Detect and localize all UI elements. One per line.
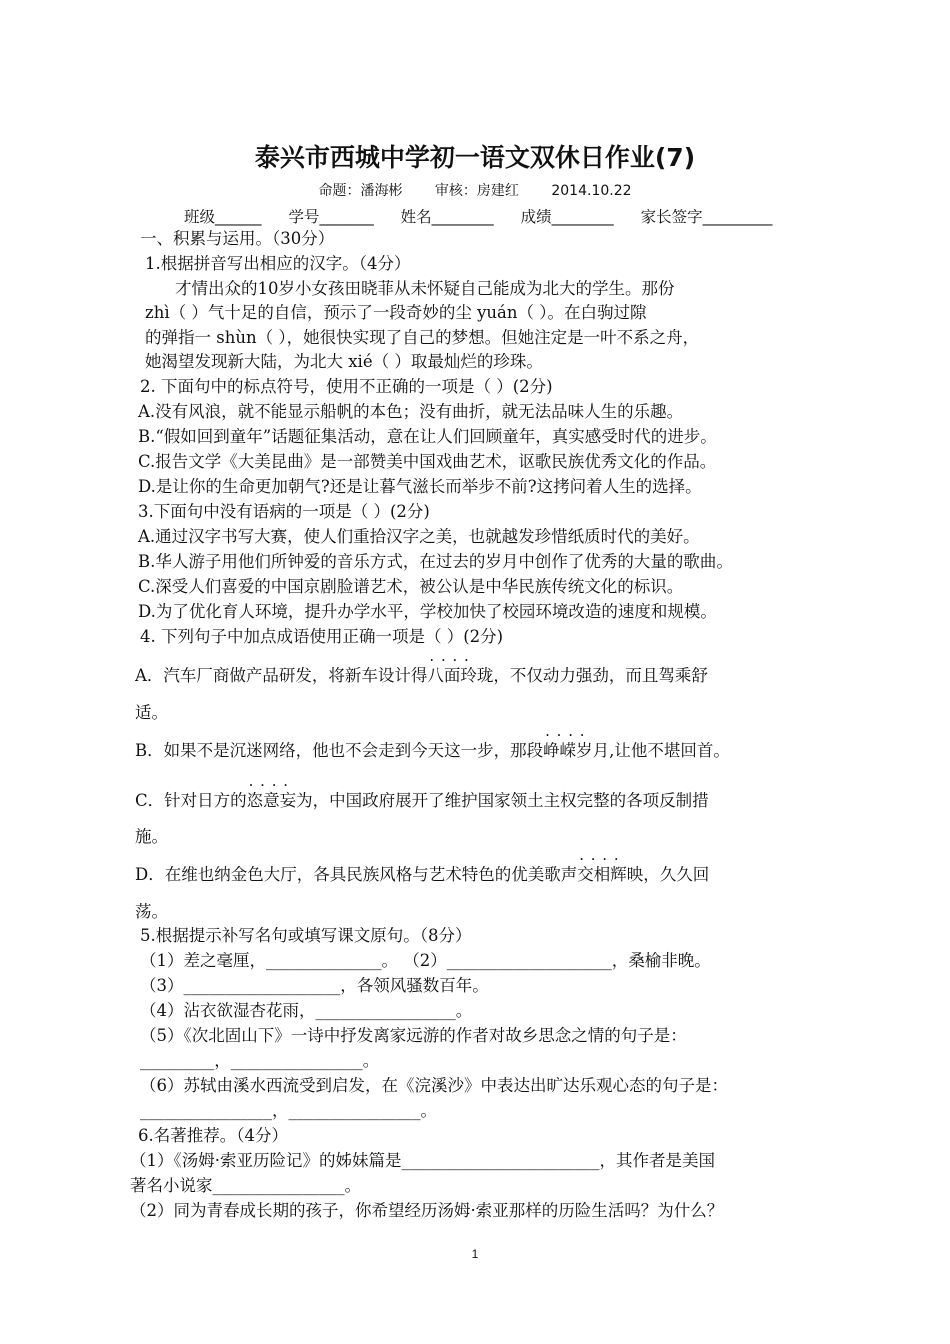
- q6-line[interactable]: （1）《汤姆·索亚历险记》的姊妹篇是________________________，其作者是美国: [130, 1151, 715, 1170]
- document-meta: [0, 180, 950, 200]
- q4-option-b: B．如果不是沉迷网络，他也不会走到今天这一步，那段· · 峥嵘岁月,让他不堪回首。: [135, 740, 730, 762]
- q5-line[interactable]: ________________，________________。: [140, 1101, 437, 1120]
- q2-option-d: D.是让你的生命更加朝气?还是让暮气滋长而举步不前?这拷问着人生的选择。: [138, 477, 702, 496]
- q5-line: （6）苏轼由溪水西流受到启发，在《浣溪沙》中表达出旷达乐观心态的句子是：: [140, 1076, 728, 1095]
- student-info-row: [184, 205, 794, 227]
- q5-line: （5）《次北固山下》一诗中抒发离家远游的作者对故乡思念之情的句子是：: [140, 1026, 687, 1045]
- q1-stem: 1.根据拼音写出相应的汉字。（4分）: [145, 254, 411, 273]
- date: 2014.10.22: [551, 183, 632, 199]
- q2-option-b: B.“假如回到童年”话题征集活动，意在让人们回顾童年，真实感受时代的进步。: [138, 427, 717, 446]
- q1-line: zhì（ ）气十足的自信，预示了一段奇妙的尘 yuán（ ）。在白驹过隙: [145, 303, 647, 322]
- q3-option-c: C.深受人们喜爱的中国京剧脸谱艺术，被公认是中华民族传统文化的标识。: [138, 577, 684, 596]
- q3-stem: 3.下面句中没有语病的一项是（ ）(2分): [138, 502, 430, 521]
- q4-option-a-cont: 适。: [135, 703, 168, 722]
- info-score[interactable]: 成绩________: [520, 208, 614, 226]
- q3-option-d: D.为了优化育人环境，提升办学水平，学校加快了校园环境改造的速度和规模。: [138, 602, 717, 621]
- dotted-idiom: · · 峥嵘岁月: [543, 740, 609, 762]
- q4-option-a: A．汽车厂商做产品研发，将新车设计得· · 八面玲珑，不仅动力强劲，而且驾乘舒: [135, 665, 708, 687]
- q4-stem: 4. 下列句子中加点成语使用正确一项是（ ）(2分): [140, 627, 504, 646]
- info-name[interactable]: 姓名________: [400, 208, 494, 226]
- q2-option-c: C.报告文学《大美昆曲》是一部赞美中国戏曲艺术，讴歌民族优秀文化的作品。: [138, 452, 717, 471]
- dotted-idiom: · · 八面玲珑: [427, 665, 493, 687]
- q1-line: 才情出众的10岁小女孩田晓菲从未怀疑自己能成为北大的学生。那份: [175, 279, 675, 298]
- dotted-idiom: · · 交相辉映: [577, 864, 643, 886]
- q1-line: 的弹指一 shùn（ ），她很快实现了自己的梦想。但她注定是一叶不系之舟，: [145, 328, 700, 347]
- page-title: 泰兴市西城中学初一语文双休日作业(7): [254, 143, 696, 172]
- q4-option-d: D．在维也纳金色大厅，各具民族风格与艺术特色的优美歌声· · 交相辉映，久久回: [135, 864, 709, 886]
- q5-stem: 5.根据提示补写名句或填写课文原句。（8分）: [140, 926, 472, 945]
- q4-option-d-cont: 荡。: [135, 902, 168, 921]
- reviewer: 审核：房建红: [434, 183, 519, 199]
- q3-option-b: B.华人游子用他们所钟爱的音乐方式，在过去的岁月中创作了优秀的大量的歌曲。: [138, 552, 733, 571]
- q5-line[interactable]: _________，________________。: [140, 1051, 380, 1070]
- info-class[interactable]: 班级______: [184, 208, 262, 226]
- q4-option-c-cont: 施。: [135, 827, 168, 846]
- q6-line[interactable]: 著名小说家________________。: [130, 1176, 361, 1195]
- section-heading: 一、积累与运用。（30分）: [140, 229, 335, 248]
- q4-option-c: C．针对日方的· · 恣意妄为，中国政府展开了维护国家领土主权完整的各项反制措: [135, 790, 709, 812]
- q5-line[interactable]: （3）___________________，各领风骚数百年。: [140, 976, 489, 995]
- q2-stem: 2. 下面句中的标点符号，使用不正确的一项是（ ）(2分): [140, 377, 553, 396]
- q5-line[interactable]: （4）沾衣欲湿杏花雨，_________________。: [140, 1001, 473, 1020]
- dotted-idiom: · · 恣意妄为: [247, 790, 313, 812]
- author: 命题：潘海彬: [318, 183, 403, 199]
- info-student-id[interactable]: 学号_______: [288, 208, 374, 226]
- info-parent-signature[interactable]: 家长签字_________: [640, 208, 773, 226]
- q6-stem: 6.名著推荐。（4分）: [138, 1126, 288, 1145]
- q2-option-a: A.没有风浪，就不能显示船帆的本色；没有曲折，就无法品味人生的乐趣。: [138, 402, 684, 421]
- q3-option-a: A.通过汉字书写大赛，使人们重拾汉字之美，也就越发珍惜纸质时代的美好。: [138, 527, 700, 546]
- q5-line[interactable]: （1）差之毫厘，______________。 （2）____________________，桑榆非晚。: [140, 951, 711, 970]
- page-number: 1: [471, 1247, 479, 1261]
- q1-line: 她渴望发现新大陆，为北大 xié（ ）取最灿烂的珍珠。: [145, 352, 543, 371]
- q6-line: （2）同为青春成长期的孩子，你希望经历汤姆·索亚那样的历险生活吗？为什么？: [130, 1201, 724, 1220]
